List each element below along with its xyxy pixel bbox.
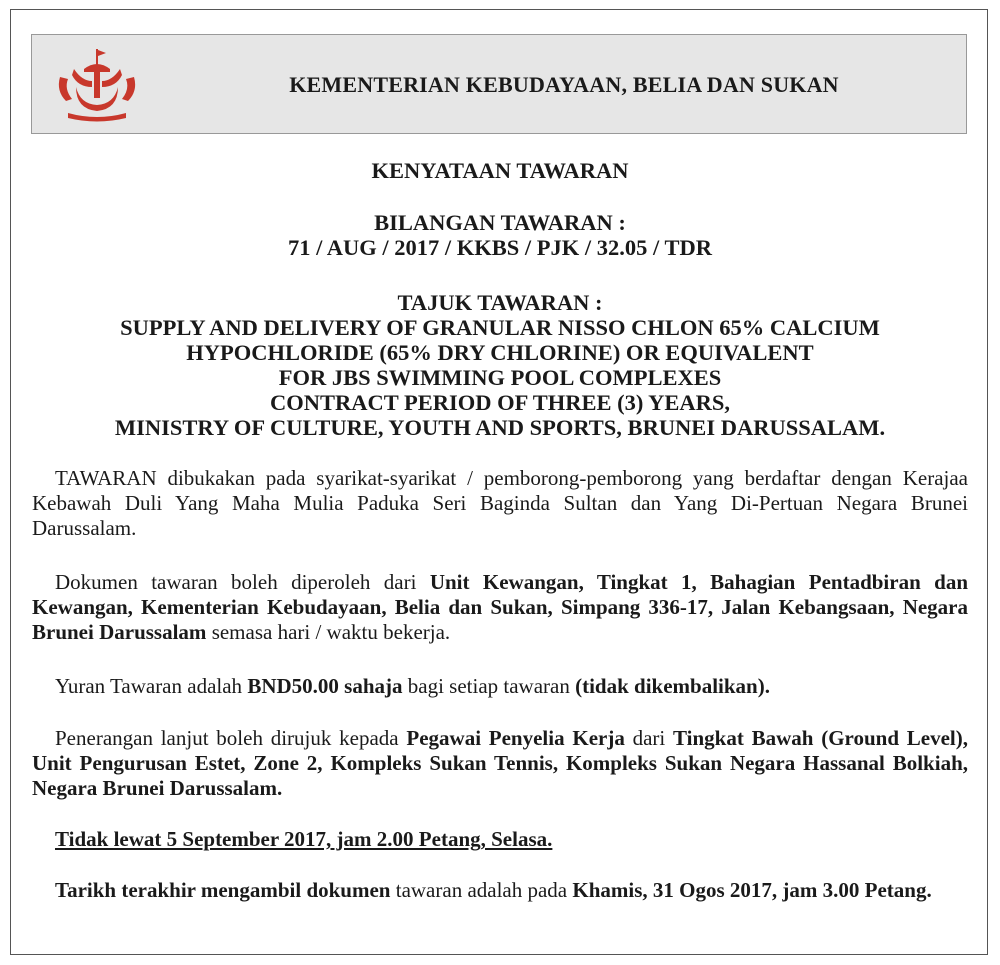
fee-paragraph: Yuran Tawaran adalah BND50.00 sahaja bagi setiap tawaran (tidak dikembalikan). — [55, 674, 770, 698]
tender-title-label: TAJUK TAWARAN : — [397, 290, 603, 315]
tender-number-value: 71 / AUG / 2017 / KKBS / PJK / 32.05 / TDR — [287, 235, 712, 260]
document-deadline-paragraph: Tarikh terakhir mengambil dokumen tawaran adalah pada Khamis, 31 Ogos 2017, jam 3.00 Petang. — [55, 878, 932, 902]
eligibility-paragraph: TAWARAN dibukakan pada syarikat-syarikat / pemborong-pemborong yang berdaftar dengan Kerajaa Kebawah Duli Yang Maha Mulia Paduka Seri Baginda Sultan dan Yang Di-Pertuan Negara Brunei Darussalam. — [32, 466, 968, 540]
tender-title-line: HYPOCHLORIDE (65% DRY CHLORINE) OR EQUIVALENT — [186, 340, 814, 365]
tender-number — [30, 210, 970, 260]
document-collection-paragraph: Dokumen tawaran boleh diperoleh dari Unit Kewangan, Tingkat 1, Bahagian Pentadbiran dan Kewangan, Kementerian Kebudayaan, Belia dan Sukan, Simpang 336-17, Jalan Kebangsaan, Negara Brunei Darussalam semasa hari / waktu bekerja. — [32, 570, 969, 644]
tender-title-line: MINISTRY OF CULTURE, YOUTH AND SPORTS, BRUNEI DARUSSALAM. — [114, 415, 886, 440]
letterhead — [31, 34, 967, 134]
notice-title: KENYATAAN TAWARAN — [371, 158, 629, 183]
tender-title-line: CONTRACT PERIOD OF THREE (3) YEARS, — [269, 390, 731, 415]
tender-number-label: BILANGAN TAWARAN : — [374, 210, 626, 235]
enquiry-paragraph: Penerangan lanjut boleh dirujuk kepada Pegawai Penyelia Kerja dari Tingkat Bawah (Ground Level), Unit Pengurusan Estet, Zone 2, Kompleks Sukan Tennis, Kompleks Sukan Negara Hassanal Bolkiah, Negara Brunei Darussalam. — [32, 726, 968, 800]
brunei-crest-icon — [54, 47, 140, 123]
closing-date: Tidak lewat 5 September 2017, jam 2.00 Petang, Selasa. — [55, 827, 553, 851]
tender-title-line: SUPPLY AND DELIVERY OF GRANULAR NISSO CHLON 65% CALCIUM — [120, 315, 880, 340]
tender-title-line: FOR JBS SWIMMING POOL COMPLEXES — [278, 365, 722, 390]
ministry-name: KEMENTERIAN KEBUDAYAAN, BELIA DAN SUKAN — [289, 72, 839, 97]
tender-title — [30, 290, 970, 440]
